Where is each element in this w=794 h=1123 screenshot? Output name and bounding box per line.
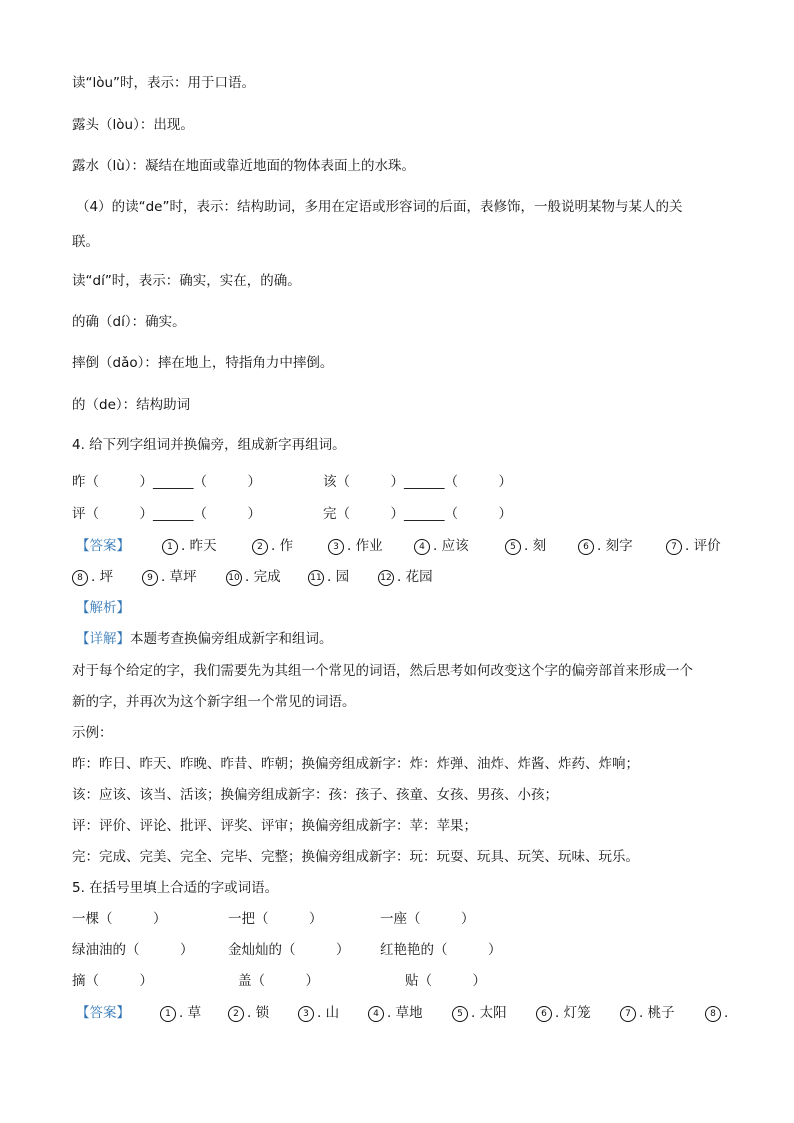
answer-item [368, 1004, 423, 1022]
answer-item [298, 1004, 339, 1022]
answer-text: . 作业 [347, 538, 383, 554]
answer-text: . 草坪 [161, 569, 197, 585]
q4-item: 昨（ ）______（ ） [72, 474, 261, 490]
answer-text: . 应该 [433, 538, 469, 554]
answer-text: . 花园 [397, 569, 433, 585]
answer-item [578, 537, 633, 555]
analysis-line: 对于每个给定的字，我们需要先为其组一个常见的词语，然后思考如何改变这个字的偏旁部首来形成一个 [72, 663, 693, 679]
answer-number: 7 [620, 1006, 636, 1022]
q5-item: 金灿灿的（ ） [228, 942, 350, 958]
answer-text: . 刻 [524, 538, 547, 554]
answer-number: 12 [378, 570, 394, 586]
answer-number: 5 [505, 539, 521, 555]
answer-item [414, 537, 469, 555]
q5-item: 盖（ ） [238, 973, 319, 989]
q5-item: 贴（ ） [405, 973, 486, 989]
answer-number: 6 [578, 539, 594, 555]
answer-item [228, 1004, 269, 1022]
answer-item [308, 568, 349, 586]
answer-number: 8 [72, 570, 88, 586]
answer-number: 2 [228, 1006, 244, 1022]
q5-item: 绿油油的（ ） [72, 942, 194, 958]
answer-number: 2 [252, 539, 268, 555]
q5-item: 一座（ ） [380, 911, 475, 927]
text-line: 露头（lòu）：出现。 [72, 117, 194, 133]
answer-text: . 太阳 [471, 1005, 507, 1021]
answer-item [252, 537, 293, 555]
answer-number: 4 [368, 1006, 384, 1022]
analysis-line: 评：评价、评论、批评、评奖、评审；换偏旁组成新字：苹：苹果； [72, 818, 477, 834]
answer-item [142, 568, 197, 586]
text-line: 露水（lù）：凝结在地面或靠近地面的物体表面上的水珠。 [72, 158, 416, 174]
answer-item [536, 1004, 591, 1022]
answer-item [620, 1004, 675, 1022]
answer-number: 9 [142, 570, 158, 586]
text-line: 联。 [72, 234, 99, 250]
answer-text: . 桃子 [639, 1005, 675, 1021]
q5-item: 红艳艳的（ ） [380, 942, 502, 958]
detail-text: 本题考查换偏旁组成新字和组词。 [130, 631, 333, 647]
analysis-line: 示例： [72, 725, 113, 741]
text-line: 摔倒（dǎo）：摔在地上，特指角力中摔倒。 [72, 355, 334, 371]
analysis-line: 完：完成、完美、完全、完毕、完整；换偏旁组成新字：玩：玩耍、玩具、玩笑、玩味、玩乐。 [72, 849, 639, 865]
text-line: （4）的读“de”时，表示：结构助词，多用在定语或形容词的后面，表修饰，一般说明某物与某人的关 [76, 199, 683, 215]
answer-number: 6 [536, 1006, 552, 1022]
answer-item [378, 568, 433, 586]
answer-label: 【答案】 [76, 1005, 130, 1021]
answer-item [666, 537, 721, 555]
q4-item: 完（ ）______（ ） [323, 506, 512, 522]
answer-number: 1 [162, 539, 178, 555]
analysis-line: 昨：昨日、昨天、昨晚、昨昔、昨朝；换偏旁组成新字：炸：炸弹、油炸、炸酱、炸药、炸响； [72, 756, 639, 772]
answer-number: 1 [160, 1006, 176, 1022]
question-4-title: 4. 给下列字组词并换偏旁，组成新字再组词。 [72, 437, 346, 453]
question-5-title: 5. 在括号里填上合适的字或词语。 [72, 880, 279, 896]
answer-item [162, 537, 217, 555]
answer-number: 10 [226, 570, 242, 586]
answer-number: 8 [705, 1006, 721, 1022]
answer-item [160, 1004, 201, 1022]
answer-text: . 草 [179, 1005, 202, 1021]
text-line: 的确（dí）：确实。 [72, 314, 186, 330]
answer-number: 7 [666, 539, 682, 555]
text-line: 的（de）：结构助词 [72, 397, 191, 413]
answer-number: 3 [328, 539, 344, 555]
answer-text: . 完成 [245, 569, 281, 585]
answer-number: 11 [308, 570, 324, 586]
answer-text: . 作 [271, 538, 294, 554]
answer-text: . [724, 1005, 729, 1021]
answer-item [452, 1004, 507, 1022]
text-line: 读“lòu”时，表示：用于口语。 [72, 75, 256, 91]
answer-item [328, 537, 383, 555]
answer-text: . 山 [317, 1005, 340, 1021]
answer-text: . 园 [327, 569, 350, 585]
q4-item: 评（ ）______（ ） [72, 506, 261, 522]
answer-text: . 昨天 [181, 538, 217, 554]
answer-text: . 锁 [247, 1005, 270, 1021]
analysis-line: 新的字，并再次为这个新字组一个常见的词语。 [72, 694, 356, 710]
q4-item: 该（ ）______（ ） [323, 474, 512, 490]
answer-text: . 草地 [387, 1005, 423, 1021]
answer-number: 5 [452, 1006, 468, 1022]
detail-line [76, 630, 333, 648]
answer-label: 【答案】 [76, 538, 130, 554]
q5-item: 一把（ ） [228, 911, 323, 927]
q5-item: 摘（ ） [72, 973, 153, 989]
detail-label: 【详解】 [76, 631, 130, 647]
answer-item [505, 537, 546, 555]
answer-item [72, 568, 113, 586]
answer-item [226, 568, 281, 586]
answer-text: . 灯笼 [555, 1005, 591, 1021]
answer-text: . 评价 [685, 538, 721, 554]
answer-number: 3 [298, 1006, 314, 1022]
answer-text: . 坪 [91, 569, 114, 585]
answer-number: 4 [414, 539, 430, 555]
q5-item: 一棵（ ） [72, 911, 167, 927]
answer-text: . 刻字 [597, 538, 633, 554]
analysis-label: 【解析】 [76, 600, 130, 616]
text-line: 读“dí”时，表示：确实，实在，的确。 [72, 273, 301, 289]
answer-item [705, 1004, 728, 1022]
analysis-line: 该：应该、该当、活该；换偏旁组成新字：孩：孩子、孩童、女孩、男孩、小孩； [72, 787, 558, 803]
